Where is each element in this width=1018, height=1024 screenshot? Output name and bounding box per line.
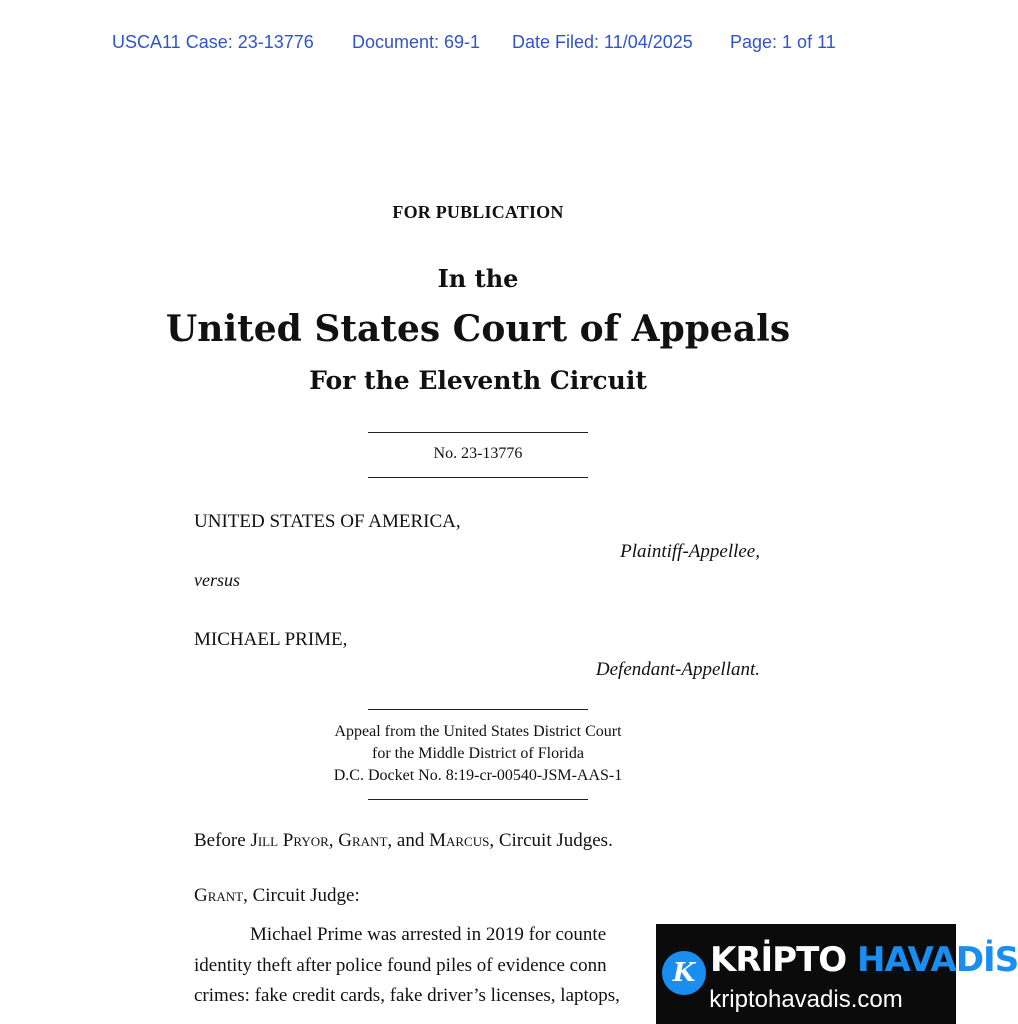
brand-domain: kriptohavadis.com bbox=[709, 986, 903, 1013]
publication-label: FOR PUBLICATION bbox=[392, 202, 564, 222]
defendant-name: MICHAEL PRIME, bbox=[194, 629, 348, 650]
divider-top bbox=[368, 432, 588, 433]
docket-number: No. 23-13776 bbox=[433, 445, 523, 462]
appeal-line-3: D.C. Docket No. 8:19-cr-00540-JSM-AAS-1 bbox=[333, 767, 623, 784]
opinion-line-1: Michael Prime was arrested in 2019 for counte bbox=[250, 924, 607, 945]
judge-pryor: Jill Pryor bbox=[250, 830, 329, 851]
opinion-author-suffix: , Circuit Judge: bbox=[243, 885, 360, 906]
brand-part-1: KRİPTO bbox=[710, 940, 847, 980]
panel-sep: , bbox=[328, 830, 334, 851]
opinion-line-3: crimes: fake credit cards, fake driver’s licenses, laptops, bbox=[194, 985, 620, 1006]
versus-label: versus bbox=[194, 570, 240, 590]
panel-line bbox=[194, 830, 613, 852]
panel-and: , and bbox=[387, 830, 425, 851]
judge-grant: Grant bbox=[338, 830, 388, 851]
appeal-line-2: for the Middle District of Florida bbox=[372, 745, 584, 762]
plaintiff-name: UNITED STATES OF AMERICA, bbox=[194, 511, 461, 532]
opinion-line-2: identity theft after police found piles of evidence conn bbox=[194, 954, 607, 976]
appeal-line-1: Appeal from the United States District Court bbox=[334, 723, 622, 740]
judge-marcus: Marcus bbox=[429, 830, 490, 851]
plaintiff-role: Plaintiff-Appellee, bbox=[620, 541, 760, 562]
divider-appeal-bottom bbox=[368, 799, 588, 800]
brand-name bbox=[710, 940, 1018, 980]
panel-suffix: , Circuit Judges. bbox=[489, 830, 613, 851]
opinion-paragraph bbox=[194, 920, 664, 1020]
watermark-badge bbox=[656, 924, 1018, 1024]
in-the-heading: In the bbox=[437, 264, 519, 293]
divider-appeal-top bbox=[368, 709, 588, 710]
defendant-role: Defendant-Appellant. bbox=[595, 659, 760, 680]
case-number: USCA11 Case: 23-13776 bbox=[112, 32, 314, 52]
k-logo-icon: K bbox=[662, 951, 706, 995]
page-count: Page: 1 of 11 bbox=[730, 32, 836, 52]
opinion-author: Grant bbox=[194, 885, 244, 906]
date-filed: Date Filed: 11/04/2025 bbox=[512, 32, 693, 52]
panel-before: Before bbox=[194, 830, 246, 851]
circuit-name: For the Eleventh Circuit bbox=[309, 366, 647, 395]
brand-part-2: HAVADİS bbox=[857, 940, 1018, 980]
divider-bottom bbox=[368, 477, 588, 478]
opinion-author-line bbox=[194, 885, 360, 907]
court-name: United States Court of Appeals bbox=[165, 308, 791, 350]
document-number: Document: 69-1 bbox=[352, 32, 481, 52]
